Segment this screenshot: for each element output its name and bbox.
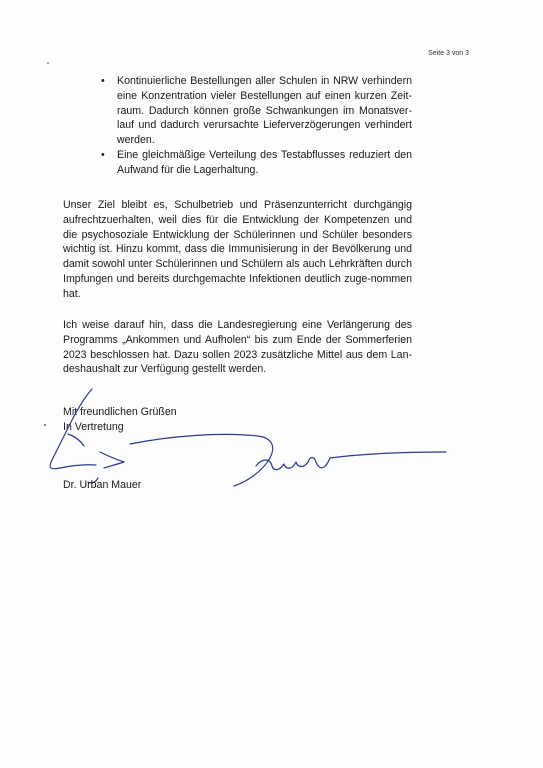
closing-greeting: Mit freundlichen Grüßen: [63, 406, 177, 418]
body-paragraph-goal: Unser Ziel bleibt es, Schulbetrieb und Präsenzunterricht durchgängig aufrechtzuerhalten, weil dies für die Entwicklung der Kompetenzen und die psychosoziale Entwicklung der Schülerinnen und Schüler besonders wichtig ist. Hinzu kommt, dass die Immunisierung in der Bevölkerung und damit sowohl unter Schülerinnen und Schülern als auch Lehrkräften durch Impfungen und bereits durchgemachte Infektionen deutlich zuge-nommen hat.: [63, 199, 412, 300]
bullet-text: Eine gleichmäßige Verteilung des Testabflusses reduziert den Aufwand für die Lagerhaltung.: [117, 148, 412, 176]
bullet-item: [99, 74, 412, 148]
page-number: Seite 3 von 3: [428, 50, 469, 57]
bullet-text: Kontinuierliche Bestellungen aller Schulen in NRW verhindern eine Konzentration vieler Bestellungen auf einen kurzen Zeit-raum. Dadurch können große Schwankungen im Monatsver-lauf und dadurch verursachte Lieferverzögerungen verhindert werden.: [117, 75, 412, 147]
closing-block: [63, 405, 177, 434]
margin-mark: [44, 424, 46, 426]
signer-name: Dr. Urban Mauer: [63, 479, 142, 491]
bullet-item: [99, 148, 412, 178]
bullet-icon: •: [101, 148, 105, 161]
closing-on-behalf: In Vertretung: [63, 420, 124, 433]
bullet-list: [99, 74, 412, 178]
body-paragraph-program: Ich weise darauf hin, dass die Landesregierung eine Verlängerung des Programms „Ankommen und Aufholen“ bis zum Ende der Sommerferien 2023 beschlossen hat. Dazu sollen 2023 zusätzliche Mittel aus dem Lan-deshaushalt zur Verfügung gestellt werden.: [63, 319, 412, 376]
margin-mark: [47, 62, 49, 64]
bullet-icon: •: [101, 75, 105, 87]
